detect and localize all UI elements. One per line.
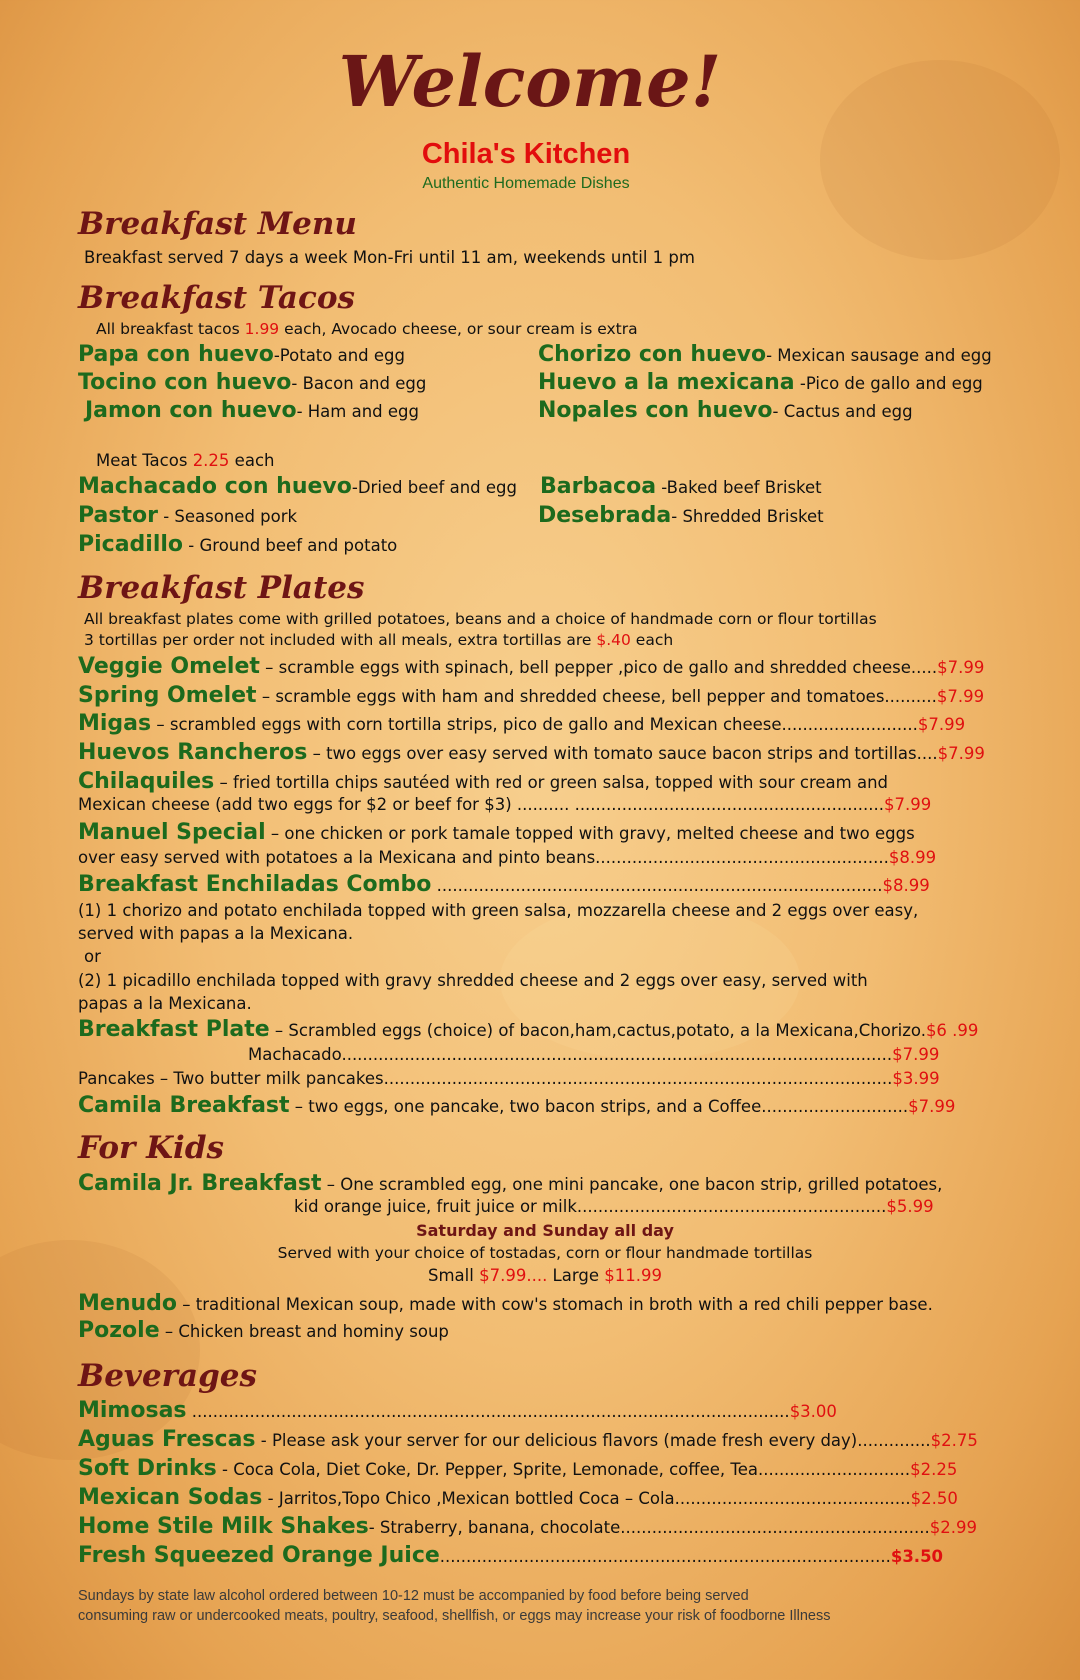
item-price: $7.99	[937, 744, 985, 763]
tacos-price-note: All breakfast tacos 1.99 each, Avocado cheese, or sour cream is extra	[96, 320, 638, 338]
item-name: Papa con huevo	[78, 342, 274, 367]
item-name: Jamon con huevo	[85, 398, 297, 423]
item-price: $3.00	[789, 1402, 837, 1421]
item-name: Machacado con huevo	[78, 474, 352, 499]
menu-item	[78, 370, 426, 395]
menu-item-line: over easy served with potatoes a la Mexicana and pinto beans........................................................$8.99	[78, 848, 937, 867]
item-price: $2.99	[929, 1518, 977, 1537]
enchilada-option: served with papas a la Mexicana.	[78, 924, 354, 943]
item-name: Pastor	[78, 503, 158, 528]
item-price: $7.99	[892, 1045, 940, 1064]
menu-item: Mexican Sodas - Jarritos,Topo Chico ,Mexican bottled Coca – Cola.............................................$2.50	[78, 1485, 958, 1510]
item-price: $7.99	[908, 1097, 956, 1116]
soup-sizes: Small $7.99.... Large $11.99	[428, 1266, 662, 1285]
menu-item: Manuel Special – one chicken or pork tamale topped with gravy, melted cheese and two eggs	[78, 820, 915, 845]
item-desc: - Cactus and egg	[772, 402, 913, 421]
tortillas-note: 3 tortillas per order not included with all meals, extra tortillas are $.40 each	[84, 631, 674, 649]
section-title-beverages: Beverages	[78, 1358, 257, 1394]
item-desc: - Bacon and egg	[291, 374, 427, 393]
item-price: $2.25	[910, 1460, 958, 1479]
breakfast-hours-note: Breakfast served 7 days a week Mon-Fri until 11 am, weekends until 1 pm	[84, 248, 695, 267]
menu-item-line: kid orange juice, fruit juice or milk...........................................................$5.99	[294, 1197, 934, 1216]
section-title-breakfast-menu: Breakfast Menu	[78, 206, 357, 242]
menu-item	[538, 503, 824, 528]
enchilada-option: papas a la Mexicana.	[78, 994, 252, 1013]
menu-item: Pozole – Chicken breast and hominy soup	[78, 1318, 449, 1343]
weekend-note: Served with your choice of tostadas, corn or flour handmade tortillas	[277, 1244, 813, 1262]
menu-item-line: Mexican cheese (add two eggs for $2 or beef for $3) .......... ...........................................................$7.99	[78, 795, 932, 814]
menu-item	[78, 503, 297, 528]
item-desc: -Dried beef and egg	[351, 478, 517, 497]
enchilada-option: (1) 1 chorizo and potato enchilada topped with green salsa, mozzarella cheese and 2 eggs over easy,	[78, 901, 919, 920]
plates-note: All breakfast plates come with grilled potatoes, beans and a choice of handmade corn or flour tortillas	[84, 610, 877, 628]
restaurant-name: Chila's Kitchen	[421, 138, 631, 170]
item-name: Nopales con huevo	[538, 398, 773, 423]
item-price: $7.99	[884, 795, 932, 814]
menu-item: Menudo – traditional Mexican soup, made with cow's stomach in broth with a red chili pepper base.	[78, 1291, 933, 1316]
item-price: $8.99	[882, 876, 930, 895]
item-price: $7.99	[937, 658, 985, 677]
menu-item: Migas – scrambled eggs with corn tortilla strips, pico de gallo and Mexican cheese..........................$7.99	[78, 711, 966, 736]
menu-item: Camila Breakfast – two eggs, one pancake, two bacon strips, and a Coffee............................$7.99	[78, 1093, 956, 1118]
item-name: Barbacoa	[540, 474, 657, 499]
menu-item: Breakfast Plate – Scrambled eggs (choice) of bacon,ham,cactus,potato, a la Mexicana,Chorizo.$6 .99	[78, 1017, 979, 1042]
item-price: $5.99	[886, 1197, 934, 1216]
item-name: Picadillo	[78, 532, 184, 557]
enchilada-option: (2) 1 picadillo enchilada topped with gravy shredded cheese and 2 eggs over easy, served with	[78, 971, 868, 990]
menu-item	[538, 370, 983, 395]
menu-item	[78, 342, 405, 367]
menu-item: Spring Omelet – scramble eggs with ham and shredded cheese, bell pepper and tomatoes..........$7.99	[78, 683, 985, 708]
menu-item: Soft Drinks - Coca Cola, Diet Coke, Dr. Pepper, Sprite, Lemonade, coffee, Tea.............................$2.25	[78, 1456, 958, 1481]
menu-item: Pancakes – Two butter milk pancakes.................................................................................................$3.99	[78, 1069, 940, 1088]
item-desc: - Ham and egg	[296, 402, 419, 421]
item-desc: - Shredded Brisket	[671, 507, 824, 526]
menu-item: Chilaquiles – fried tortilla chips sautéed with red or green salsa, topped with sour cream and	[78, 769, 889, 794]
alcohol-law-note: Sundays by state law alcohol ordered between 10-12 must be accompanied by food before being served	[78, 1588, 749, 1604]
menu-item: Fresh Squeezed Orange Juice......................................................................................$3.50	[78, 1543, 944, 1568]
item-price: $7.99	[917, 715, 966, 734]
item-desc: -Potato and egg	[273, 346, 405, 365]
menu-item	[78, 532, 397, 557]
menu-item: Aguas Frescas - Please ask your server for our delicious flavors (made fresh every day)..............$2.75	[78, 1427, 978, 1452]
menu-item: Camila Jr. Breakfast – One scrambled egg, one mini pancake, one bacon strip, grilled potatoes,	[78, 1171, 943, 1196]
item-price: $6 .99	[925, 1021, 979, 1040]
enchilada-or: or	[84, 947, 101, 966]
item-price: $2.75	[930, 1431, 978, 1450]
section-title-breakfast-plates: Breakfast Plates	[78, 570, 365, 606]
item-desc: - Seasoned pork	[157, 507, 298, 526]
menu-item-line: Machacado.........................................................................................................$7.99	[248, 1045, 940, 1064]
weekend-title: Saturday and Sunday all day	[416, 1221, 674, 1240]
menu-item: Veggie Omelet – scramble eggs with spinach, bell pepper ,pico de gallo and shredded cheese.....$7.99	[78, 654, 985, 679]
item-name: Tocino con huevo	[78, 370, 292, 395]
welcome-title: Welcome!	[338, 40, 722, 123]
item-price: $8.99	[888, 848, 937, 867]
menu-item	[538, 398, 913, 423]
menu-item	[540, 474, 822, 499]
menu-item: Huevos Rancheros – two eggs over easy served with tomato sauce bacon strips and tortillas....$7.99	[78, 740, 985, 765]
meat-tacos-note: Meat Tacos 2.25 each	[96, 451, 275, 470]
section-title-breakfast-tacos: Breakfast Tacos	[78, 280, 356, 316]
menu-item: Mimosas ..................................................................................................................$3.00	[78, 1398, 837, 1423]
item-price: $7.99	[936, 687, 985, 706]
menu-item	[78, 474, 517, 499]
item-price: $3.99	[892, 1069, 940, 1088]
item-desc: -Pico de gallo and egg	[794, 374, 983, 393]
menu-item	[85, 398, 419, 423]
menu-item	[538, 342, 992, 367]
item-name: Desebrada	[538, 503, 672, 528]
item-price: $3.50	[890, 1547, 944, 1566]
item-name: Huevo a la mexicana	[538, 370, 795, 395]
menu-item: Breakfast Enchiladas Combo .....................................................................................$8.99	[78, 872, 930, 897]
menu-item: Home Stile Milk Shakes- Straberry, banana, chocolate...........................................................$2.99	[78, 1514, 977, 1539]
item-desc: - Mexican sausage and egg	[766, 346, 992, 365]
item-name: Chorizo con huevo	[538, 342, 767, 367]
section-title-for-kids: For Kids	[78, 1130, 224, 1166]
restaurant-tagline: Authentic Homemade Dishes	[422, 175, 630, 192]
item-price: $2.50	[910, 1489, 958, 1508]
food-safety-note: consuming raw or undercooked meats, poultry, seafood, shellfish, or eggs may increase your risk of foodborne Illness	[78, 1608, 831, 1624]
item-desc: - Ground beef and potato	[183, 536, 398, 555]
item-desc: -Baked beef Brisket	[656, 478, 822, 497]
